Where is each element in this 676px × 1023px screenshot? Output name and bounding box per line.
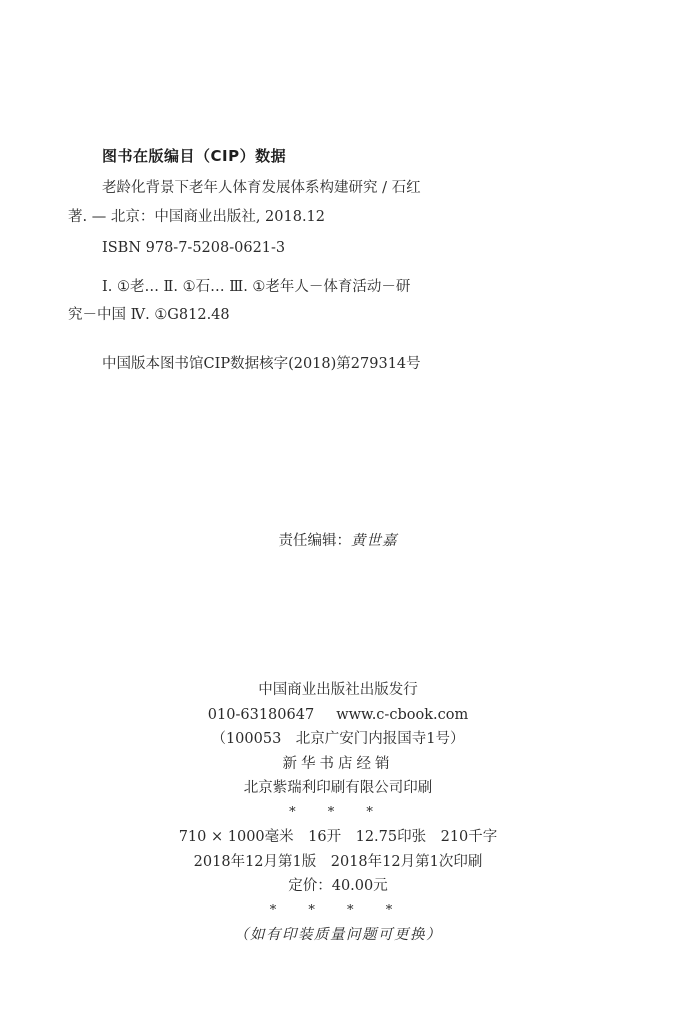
separator-stars-4: * * * * [269, 902, 407, 918]
imprint-block [0, 678, 676, 948]
editor-name: 黄世嘉 [351, 533, 398, 549]
editor-label: 责任编辑： [278, 533, 351, 549]
website: www.c-cbook.com [336, 706, 469, 723]
cip-heading: 图书在版编目（CIP）数据 [102, 147, 287, 165]
cip-title-line-2: 著. — 北京：中国商业出版社, 2018.12 [68, 209, 326, 225]
distributor-line: 新华书店经销 [282, 755, 394, 772]
price-line: 定价：40.00元 [288, 878, 388, 894]
responsible-editor [0, 529, 676, 550]
cip-title-line-1: 老龄化背景下老年人体育发展体系构建研究 / 石红 [102, 180, 421, 196]
printer-line: 北京紫瑞利印刷有限公司印刷 [243, 780, 433, 796]
classification-line-2: 究－中国 Ⅳ. ①G812.48 [68, 307, 230, 323]
classification-line-1: Ⅰ. ①老… Ⅱ. ①石… Ⅲ. ①老年人－体育活动－研 [102, 279, 411, 295]
cip-core-data-number: 中国版本图书馆CIP数据核字(2018)第279314号 [102, 356, 421, 372]
specs-line: 710 × 1000毫米 16开 12.75印张 210千字 [178, 829, 498, 845]
separator-stars-3: * * * [289, 804, 387, 820]
address-line: （100053 北京广安门内报国寺1号） [211, 731, 465, 747]
contact-line [0, 703, 676, 728]
replacement-note: （如有印装质量问题可更换） [234, 927, 442, 943]
isbn: ISBN 978-7-5208-0621-3 [102, 240, 286, 256]
phone-number: 010-63180647 [207, 706, 315, 723]
publisher-line: 中国商业出版社出版发行 [258, 682, 418, 698]
edition-line: 2018年12月第1版 2018年12月第1次印刷 [193, 853, 483, 870]
